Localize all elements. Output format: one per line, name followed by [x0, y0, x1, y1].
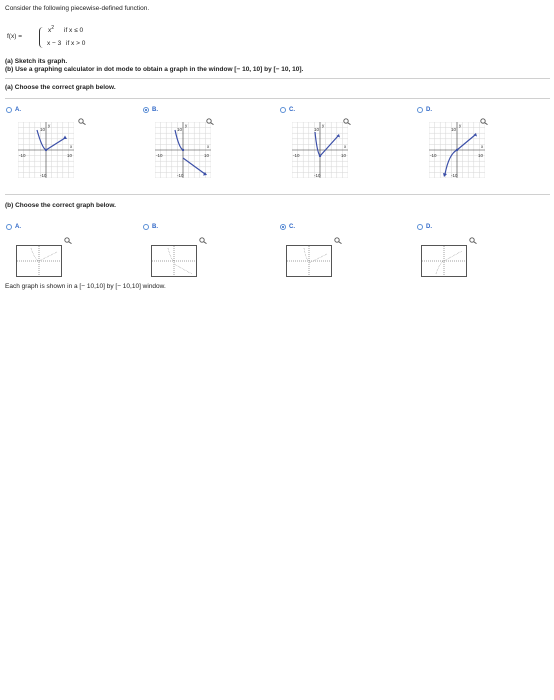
- divider: [5, 194, 550, 195]
- magnifier-icon[interactable]: [199, 237, 208, 244]
- part-a-option-b[interactable]: [143, 107, 158, 113]
- radio-button-selected[interactable]: [143, 107, 149, 113]
- calculator-screen-a: [16, 245, 62, 277]
- option-label: A.: [15, 107, 21, 113]
- case1-expression: [48, 25, 54, 34]
- tick-label-y-min: -10: [451, 173, 458, 178]
- function-name: f(x) =: [7, 33, 22, 40]
- arrowhead: [443, 173, 447, 177]
- tick-label-y-min: -10: [177, 173, 184, 178]
- tick-label-y-max: 10: [451, 127, 457, 132]
- magnifier-icon[interactable]: [206, 118, 215, 125]
- curve-left: [445, 150, 457, 174]
- tick-label-y-min: -10: [40, 173, 47, 178]
- magnifier-icon[interactable]: [334, 237, 343, 244]
- part-b-option-c[interactable]: [280, 224, 295, 230]
- part-a-option-a[interactable]: [6, 107, 21, 113]
- graph-option-b: [155, 122, 211, 178]
- y-axis-label: y: [459, 123, 462, 128]
- part-b-option-b[interactable]: [143, 224, 158, 230]
- dot-plot: [422, 246, 466, 276]
- radio-button-selected[interactable]: [280, 224, 286, 230]
- dot-plot: [152, 246, 196, 276]
- case1-condition: if x ≤ 0: [64, 27, 84, 34]
- tick-label-x-max: 10: [478, 153, 484, 158]
- piecewise-brace: [39, 27, 46, 48]
- radio-button[interactable]: [6, 224, 12, 230]
- option-label: B.: [152, 107, 158, 113]
- endpoint: [45, 149, 47, 151]
- option-label: A.: [15, 224, 21, 230]
- tick-label-y-min: -10: [314, 173, 321, 178]
- radio-button[interactable]: [143, 224, 149, 230]
- tick-label-x-min: -10: [19, 153, 26, 158]
- y-axis-label: y: [322, 123, 325, 128]
- radio-button[interactable]: [417, 107, 423, 113]
- x-axis-label: x: [207, 144, 210, 149]
- endpoint: [319, 155, 321, 157]
- part-b-prompt: (b) Choose the correct graph below.: [5, 202, 116, 209]
- calculator-screen-b: [151, 245, 197, 277]
- tick-label-y-max: 10: [177, 127, 183, 132]
- case2-expression: x − 3: [47, 40, 62, 47]
- calculator-screen-c: [286, 245, 332, 277]
- tick-label-x-max: 10: [204, 153, 210, 158]
- y-axis-label: y: [48, 123, 51, 128]
- case1-base: x: [48, 27, 52, 35]
- radio-button[interactable]: [6, 107, 12, 113]
- magnifier-icon[interactable]: [78, 118, 87, 125]
- y-axis-label: y: [185, 123, 188, 128]
- instruction-a: (a) Sketch its graph.: [5, 58, 68, 65]
- option-label: D.: [426, 224, 432, 230]
- option-label: C.: [289, 107, 295, 113]
- radio-button[interactable]: [417, 224, 423, 230]
- magnifier-icon[interactable]: [64, 237, 73, 244]
- option-label: D.: [426, 107, 432, 113]
- endpoint: [456, 149, 458, 151]
- part-b-option-a[interactable]: [6, 224, 21, 230]
- part-a-option-c[interactable]: [280, 107, 295, 113]
- endpoint: [182, 149, 184, 151]
- tick-label-x-max: 10: [67, 153, 73, 158]
- tick-label-x-max: 10: [341, 153, 347, 158]
- radio-button[interactable]: [280, 107, 286, 113]
- x-axis-label: x: [344, 144, 347, 149]
- arrowhead: [63, 136, 67, 140]
- option-label: C.: [289, 224, 295, 230]
- divider: [5, 98, 550, 99]
- dot-plot: [17, 246, 61, 276]
- part-a-prompt: (a) Choose the correct graph below.: [5, 84, 116, 91]
- intro-text: Consider the following piecewise-defined function.: [5, 5, 150, 12]
- x-axis-label: x: [481, 144, 484, 149]
- case1-exponent: 2: [51, 25, 55, 31]
- dot-plot: [287, 246, 331, 276]
- tick-label-x-min: -10: [156, 153, 163, 158]
- x-axis-label: x: [70, 144, 73, 149]
- footer-note: Each graph is shown in a [− 10,10] by [− 10,10] window.: [5, 283, 166, 290]
- divider: [5, 78, 550, 79]
- part-a-option-d[interactable]: [417, 107, 432, 113]
- magnifier-icon[interactable]: [469, 237, 478, 244]
- curve-right: [457, 135, 475, 150]
- curve-right: [46, 138, 65, 150]
- calculator-screen-d: [421, 245, 467, 277]
- graph-option-d: [429, 122, 485, 178]
- instruction-b: (b) Use a graphing calculator in dot mode to obtain a graph in the window [− 10, 10] by [− 10, 10].: [5, 66, 304, 73]
- tick-label-y-max: 10: [40, 127, 46, 132]
- magnifier-icon[interactable]: [343, 118, 352, 125]
- tick-label-x-min: -10: [293, 153, 300, 158]
- curve-left: [315, 132, 320, 156]
- tick-label-y-max: 10: [314, 127, 320, 132]
- graph-option-c: [292, 122, 348, 178]
- tick-label-x-min: -10: [430, 153, 437, 158]
- option-label: B.: [152, 224, 158, 230]
- magnifier-icon[interactable]: [480, 118, 489, 125]
- case2-condition: if x > 0: [66, 40, 86, 47]
- part-b-option-d[interactable]: [417, 224, 432, 230]
- graph-option-a: [18, 122, 74, 178]
